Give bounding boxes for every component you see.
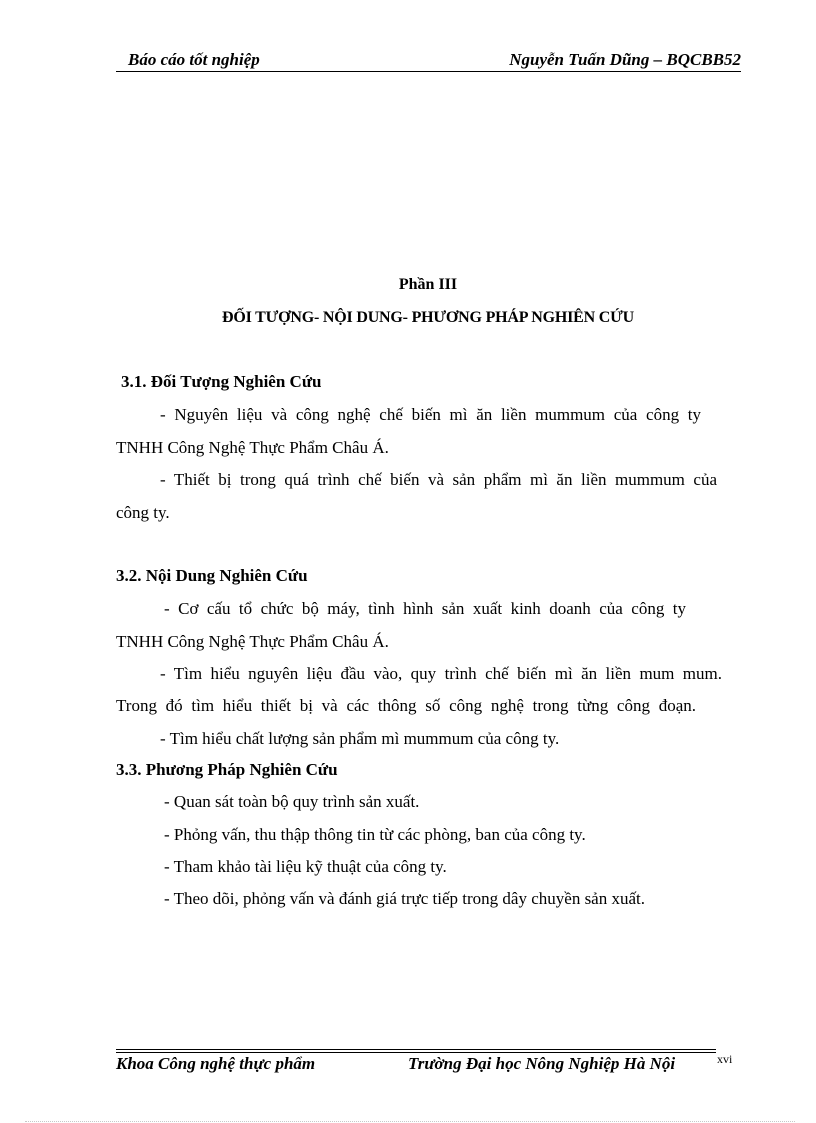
header-divider (116, 71, 741, 72)
page-number: xvi (717, 1052, 733, 1066)
paragraph-line: - Tìm hiểu nguyên liệu đầu vào, quy trình chế biến mì ăn liền mum mum. (160, 664, 722, 683)
section-heading-3-2: 3.2. Nội Dung Nghiên Cứu (116, 566, 308, 585)
paragraph-line: - Tìm hiểu chất lượng sản phẩm mì mummum của công ty. (160, 729, 560, 748)
section-heading-3-1: 3.1. Đối Tượng Nghiên Cứu (121, 372, 322, 391)
footer-divider (116, 1049, 716, 1050)
page-footer (116, 1054, 741, 1078)
part-title: Phần III (398, 276, 458, 293)
section-heading-3-3: 3.3. Phương Pháp Nghiên Cứu (116, 760, 338, 779)
footer-divider (116, 1052, 716, 1053)
header-author: Nguyễn Tuấn Dũng – BQCBB52 (509, 50, 741, 69)
list-item: - Tham khảo tài liệu kỹ thuật của công ty. (164, 857, 447, 876)
paragraph-line: - Thiết bị trong quá trình chế biến và sản phẩm mì ăn liền mummum của (160, 470, 717, 489)
paragraph-line: Trong đó tìm hiểu thiết bị và các thông số công nghệ trong từng công đoạn. (116, 696, 696, 715)
paragraph-line: - Nguyên liệu và công nghệ chế biến mì ăn liền mummum của công ty (160, 405, 701, 424)
paragraph-line: TNHH Công Nghệ Thực Phẩm Châu Á. (116, 632, 389, 651)
page-header (116, 48, 741, 72)
chapter-title: ĐỐI TƯỢNG- NỘI DUNG- PHƯƠNG PHÁP NGHIÊN CỨU (222, 309, 634, 326)
list-item: - Quan sát toàn bộ quy trình sản xuất. (164, 792, 420, 811)
paragraph-line: công ty. (116, 503, 170, 522)
footer-university: Trường Đại học Nông Nghiệp Hà Nội (408, 1054, 676, 1073)
list-item: - Theo dõi, phỏng vấn và đánh giá trực tiếp trong dây chuyền sản xuất. (164, 889, 645, 908)
page-bottom-edge (25, 1121, 795, 1122)
paragraph-line: - Cơ cấu tổ chức bộ máy, tình hình sản xuất kinh doanh của công ty (164, 599, 686, 618)
header-left-title: Báo cáo tốt nghiệp (128, 50, 260, 69)
footer-faculty: Khoa Công nghệ thực phẩm (116, 1054, 316, 1073)
list-item: - Phỏng vấn, thu thập thông tin từ các phòng, ban của công ty. (164, 825, 586, 844)
paragraph-line: TNHH Công Nghệ Thực Phẩm Châu Á. (116, 438, 389, 457)
